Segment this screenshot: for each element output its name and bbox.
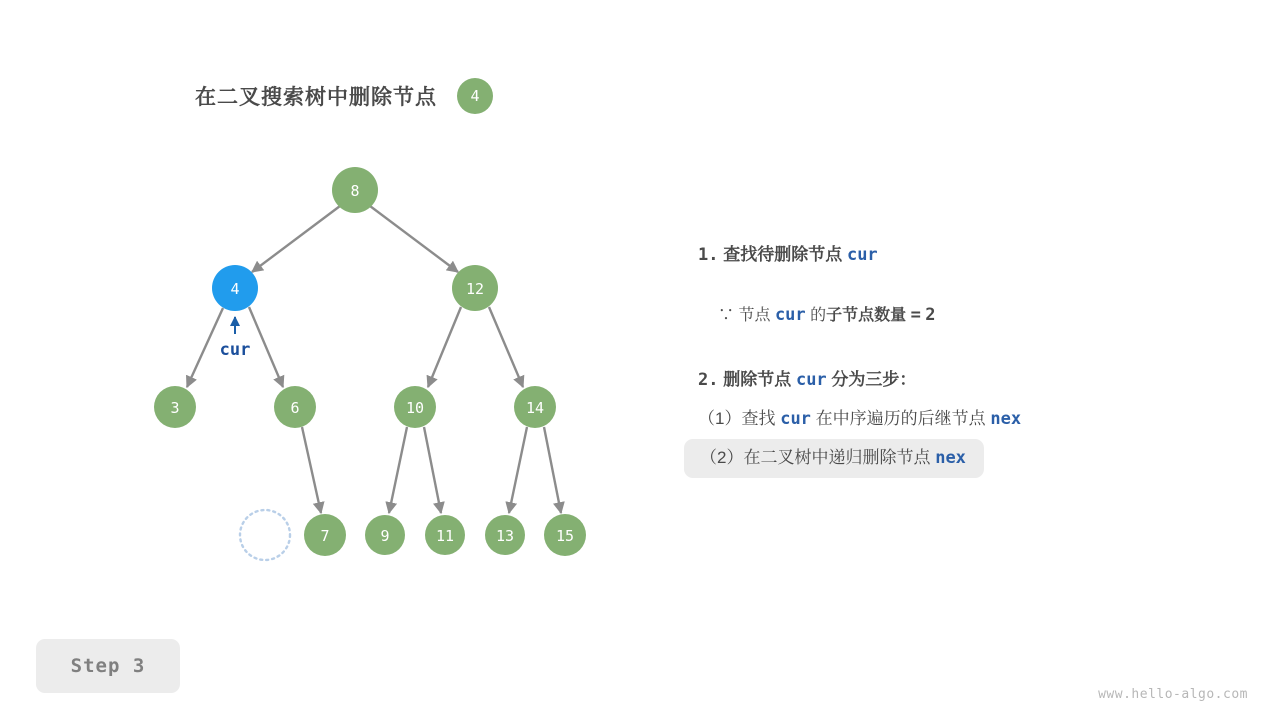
tree-node-7[interactable]: [304, 514, 346, 556]
reason-line: [718, 305, 936, 325]
tree-node-3[interactable]: [154, 386, 196, 428]
watermark: www.hello-algo.com: [1098, 687, 1248, 702]
reason-count: 2: [925, 305, 936, 325]
tree-node-4-label: 4: [230, 280, 240, 298]
step1-line: [698, 245, 878, 265]
substep1-line: [698, 409, 1021, 429]
tree-node-14[interactable]: [514, 386, 556, 428]
reason-equals: =: [910, 305, 921, 325]
page-title: 在二叉搜索树中删除节点: [195, 86, 437, 109]
tree-node-15-label: 15: [555, 527, 575, 545]
step1-text: 查找待删除节点: [723, 245, 843, 264]
tree-node-8[interactable]: [332, 167, 378, 213]
tree-node-4[interactable]: [212, 265, 258, 311]
substep2-line: [700, 448, 966, 468]
step2-line: [698, 370, 916, 390]
reason-bold-text: 子节点数量: [826, 307, 907, 324]
substep2-highlight: [684, 439, 984, 478]
substep1-code-nex: nex: [990, 409, 1022, 429]
title-node-badge-value: 4: [470, 87, 480, 105]
tree-node-9-label: 9: [380, 527, 390, 545]
tree-node-13-label: 13: [495, 527, 515, 545]
reason-text-b: 的: [810, 307, 827, 324]
substep1-prefix: （1）: [698, 409, 742, 428]
cur-pointer-label: cur: [219, 340, 251, 360]
step-badge-label: Step 3: [70, 655, 146, 677]
ghost-node: [240, 510, 290, 560]
edge-8-4: [252, 206, 340, 272]
tree-node-10-label: 10: [405, 399, 425, 417]
edge-12-10: [428, 307, 461, 387]
step2-prefix: 2.: [698, 370, 719, 390]
edge-14-13: [509, 427, 527, 513]
tree-node-12-label: 12: [465, 280, 485, 298]
edge-10-9: [389, 427, 407, 513]
edge-14-15: [544, 427, 561, 513]
tree-node-15[interactable]: [544, 514, 586, 556]
reason-code-cur: cur: [774, 305, 806, 325]
step1-code-cur: cur: [846, 245, 878, 265]
edge-8-12: [370, 206, 458, 272]
step2-code-cur: cur: [795, 370, 827, 390]
tree-node-7-label: 7: [320, 527, 330, 545]
edge-4-3: [187, 308, 223, 387]
step2-text-b: 分为三步：: [831, 370, 917, 389]
tree-node-6-label: 6: [290, 399, 300, 417]
edge-12-14: [489, 307, 523, 387]
substep2-code-nex: nex: [935, 448, 966, 468]
substep1-code-cur: cur: [780, 409, 811, 429]
step1-prefix: 1.: [698, 245, 719, 265]
tree-node-12[interactable]: [452, 265, 498, 311]
tree-node-13[interactable]: [485, 515, 525, 555]
edge-10-11: [424, 427, 441, 513]
edge-4-6: [249, 307, 283, 387]
edge-6-7: [302, 427, 321, 513]
tree-node-8-label: 8: [350, 182, 360, 200]
reason-text-a: 节点: [738, 307, 771, 324]
step-badge: [36, 639, 180, 693]
tree-node-11[interactable]: [425, 515, 465, 555]
tree-node-14-label: 14: [525, 399, 545, 417]
substep1-text-a: 查找: [741, 409, 776, 428]
tree-node-6[interactable]: [274, 386, 316, 428]
reason-symbol: ∵: [718, 307, 735, 324]
tree-node-3-label: 3: [170, 399, 180, 417]
substep2-prefix: （2）: [700, 448, 744, 467]
tree-node-11-label: 11: [435, 527, 455, 545]
tree-node-10[interactable]: [394, 386, 436, 428]
binary-tree-graphic: [0, 0, 700, 620]
step2-text-a: 删除节点: [723, 370, 792, 389]
substep2-text: 在二叉树中递归删除节点: [743, 448, 931, 467]
tree-node-9[interactable]: [365, 515, 405, 555]
substep1-text-b: 在中序遍历的后继节点: [815, 409, 986, 428]
